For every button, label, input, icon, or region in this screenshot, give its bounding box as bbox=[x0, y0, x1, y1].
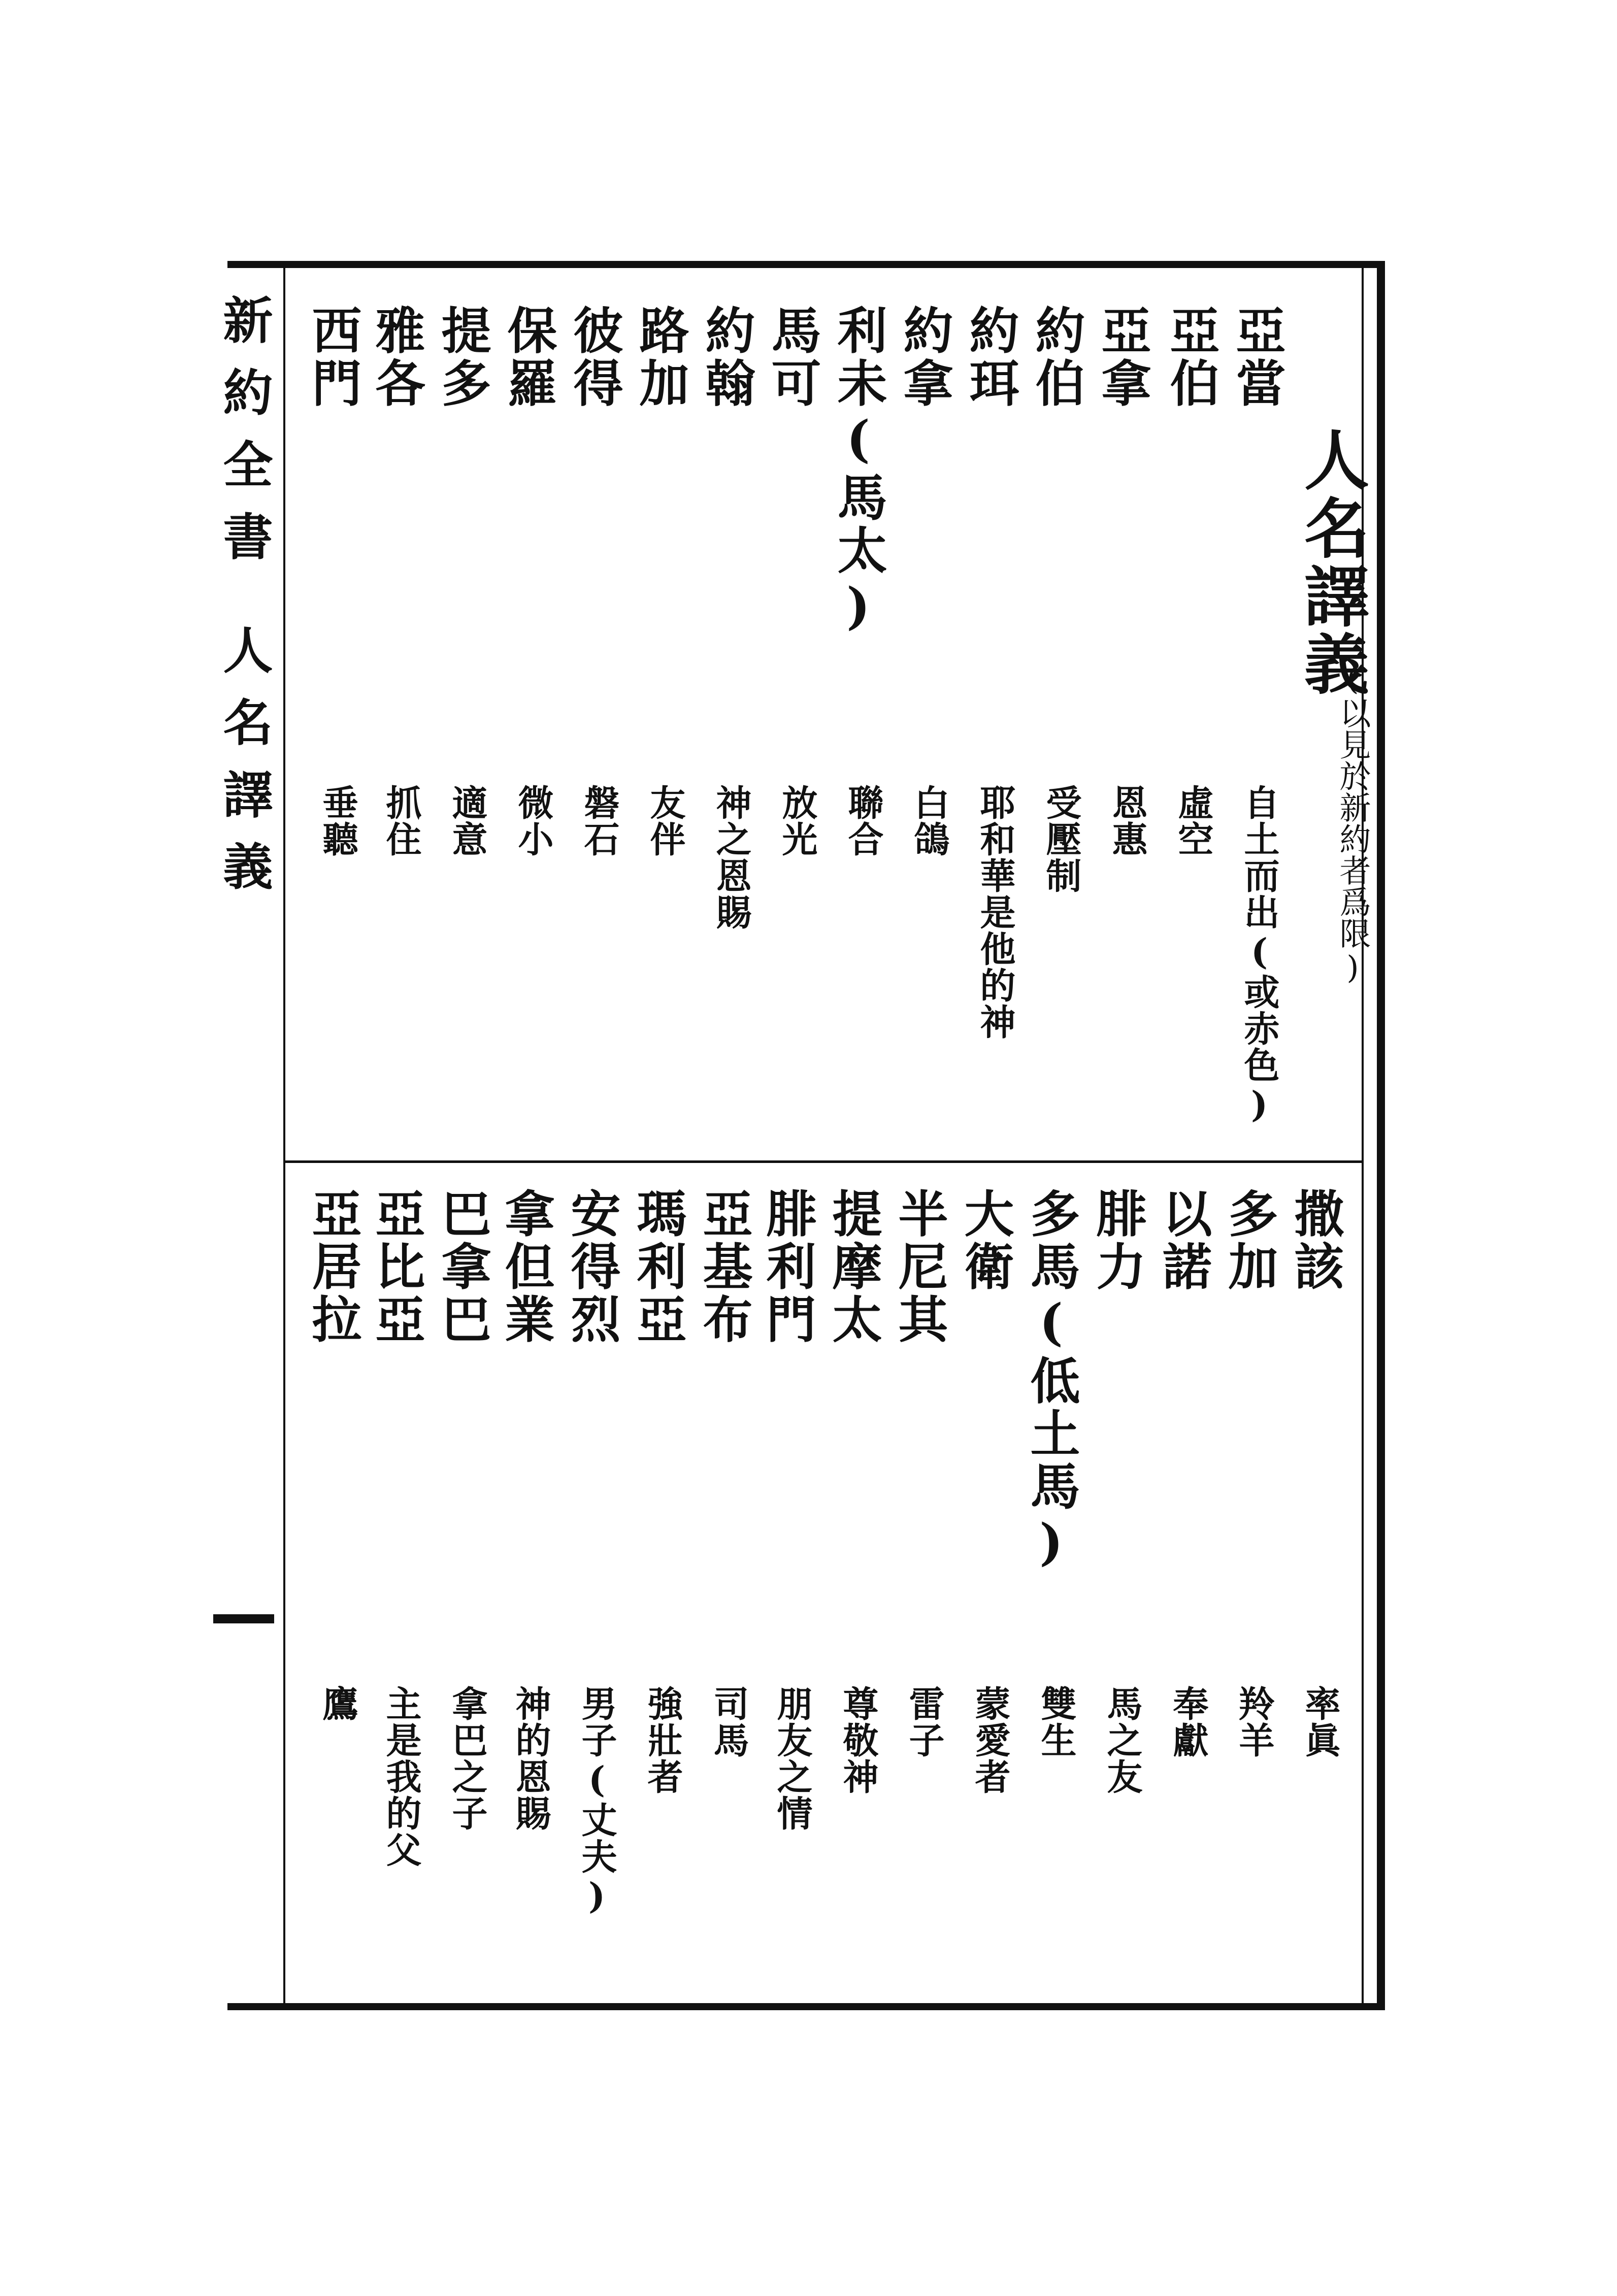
entry-meaning: 蒙愛者 bbox=[969, 1685, 1011, 1795]
entry-meaning: 垂聽 bbox=[317, 784, 359, 857]
entry-name: 提多 bbox=[433, 305, 491, 410]
entry-meaning: 羚羊 bbox=[1233, 1685, 1275, 1758]
entry-name: 約珥 bbox=[961, 305, 1019, 410]
page-number-mark bbox=[213, 1614, 274, 1623]
entry-name: 亞伯 bbox=[1162, 305, 1220, 410]
entry-name: 保羅 bbox=[499, 305, 557, 410]
entry-meaning: 奉獻 bbox=[1167, 1685, 1209, 1758]
entry-name: 以諾 bbox=[1154, 1188, 1212, 1293]
entry-meaning: 率眞 bbox=[1299, 1685, 1341, 1758]
entry-meaning: 白鴿 bbox=[908, 784, 950, 857]
entry-meaning: 強壯者 bbox=[642, 1685, 684, 1795]
entry-meaning: 聯合 bbox=[842, 784, 884, 857]
entry-meaning: 鷹 bbox=[317, 1685, 359, 1722]
entry-meaning: 主是我的父 bbox=[380, 1685, 422, 1868]
entry-meaning: 神的恩賜 bbox=[510, 1685, 552, 1832]
entry-meaning: 恩惠 bbox=[1106, 784, 1148, 857]
entry-name: 大衛 bbox=[956, 1188, 1014, 1293]
entry-meaning: 雙生 bbox=[1035, 1685, 1077, 1758]
entry-name: 巴拿巴 bbox=[433, 1188, 491, 1346]
entry-meaning: 受壓制 bbox=[1040, 784, 1082, 894]
entry-name: 半尼其 bbox=[890, 1188, 948, 1346]
frame-left-rule bbox=[283, 268, 285, 2003]
entry-name: 拿但業 bbox=[497, 1188, 555, 1346]
entry-meaning: 微小 bbox=[512, 784, 554, 857]
entry-meaning: 神之恩賜 bbox=[710, 784, 752, 930]
entry-name: 亞拿 bbox=[1093, 305, 1151, 410]
running-head-section: 人名譯義 bbox=[215, 624, 273, 913]
entry-name: 多加 bbox=[1220, 1188, 1278, 1293]
entry-name: 亞當 bbox=[1228, 305, 1286, 410]
entry-name: 多馬(低土馬) bbox=[1022, 1188, 1080, 1575]
entry-name: 馬可 bbox=[763, 305, 821, 410]
entry-meaning: 男子(丈夫) bbox=[576, 1685, 618, 1918]
entry-name: 路加 bbox=[631, 305, 689, 410]
entry-meaning: 友伴 bbox=[644, 784, 686, 857]
entry-name: 約翰 bbox=[697, 305, 755, 410]
entry-name: 腓力 bbox=[1088, 1188, 1146, 1293]
entry-name: 約伯 bbox=[1027, 305, 1085, 410]
frame-bottom-rule bbox=[227, 2003, 1385, 2010]
entry-meaning: 馬之友 bbox=[1101, 1685, 1143, 1795]
entry-name: 提摩太 bbox=[824, 1188, 882, 1346]
entry-name: 雅各 bbox=[367, 305, 425, 410]
entry-meaning: 拿巴之子 bbox=[446, 1685, 488, 1832]
page-title: 人名譯義 bbox=[1293, 426, 1369, 698]
entry-meaning: 磐石 bbox=[578, 784, 620, 857]
entry-name: 彼得 bbox=[565, 305, 623, 410]
running-head-book: 新約全書 bbox=[215, 294, 273, 583]
entry-name: 腓利門 bbox=[758, 1188, 816, 1346]
entry-meaning: 放光 bbox=[776, 784, 818, 857]
entry-meaning: 虛空 bbox=[1172, 784, 1214, 857]
frame-top-rule bbox=[227, 261, 1385, 268]
entry-meaning: 適意 bbox=[446, 784, 488, 857]
frame-right-rule-thick bbox=[1377, 261, 1385, 2010]
entry-name: 亞基布 bbox=[695, 1188, 753, 1346]
entry-meaning: 朋友之情 bbox=[771, 1685, 813, 1832]
entry-meaning: 雷子 bbox=[903, 1685, 945, 1758]
entry-meaning: 尊敬神 bbox=[837, 1685, 879, 1795]
entry-name: 利未(馬太) bbox=[829, 305, 887, 639]
entry-meaning: 耶和華是他的神 bbox=[974, 784, 1016, 1040]
entry-name: 西門 bbox=[304, 305, 362, 410]
middle-divider bbox=[285, 1160, 1362, 1163]
entry-meaning: 司馬 bbox=[708, 1685, 750, 1758]
entry-meaning: 自土而出(或赤色) bbox=[1238, 784, 1280, 1126]
entry-name: 亞比亞 bbox=[367, 1188, 425, 1346]
entry-meaning: 抓住 bbox=[380, 784, 422, 857]
entry-name: 瑪利亞 bbox=[629, 1188, 687, 1346]
entry-name: 撒該 bbox=[1286, 1188, 1344, 1293]
page-subtitle: (以見於新約者爲限) bbox=[1334, 660, 1371, 986]
entry-name: 約拿 bbox=[895, 305, 953, 410]
entry-name: 安得烈 bbox=[563, 1188, 621, 1346]
entry-name: 亞居拉 bbox=[304, 1188, 362, 1346]
